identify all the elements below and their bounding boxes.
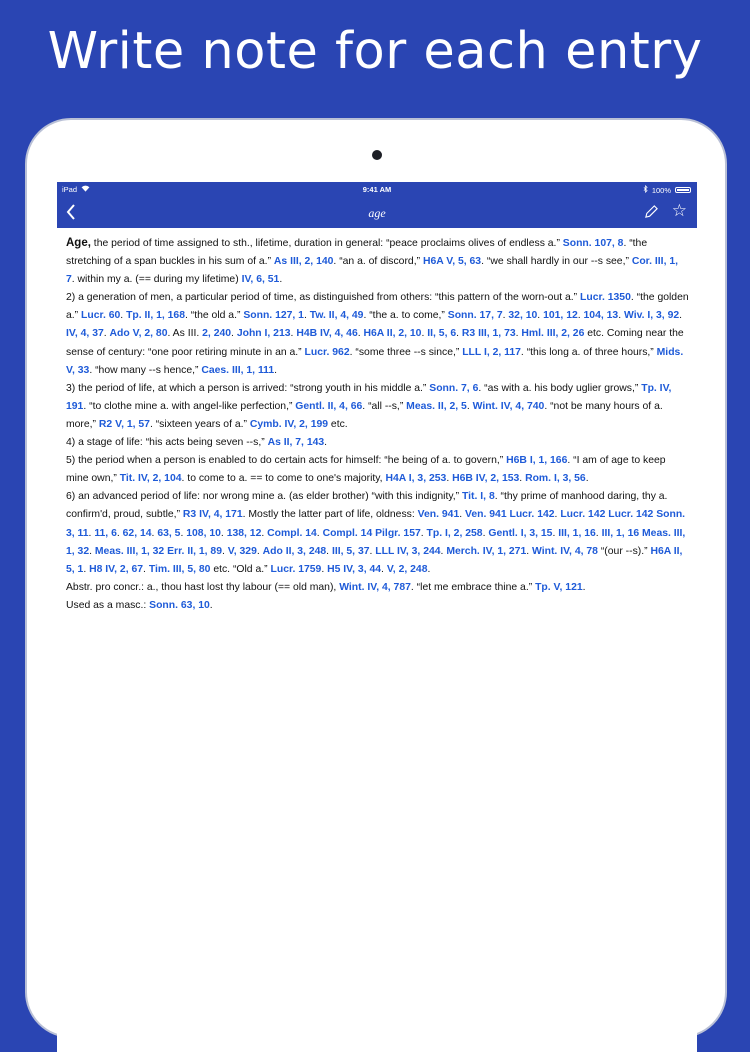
citation-link[interactable]: As II, 7, 143 <box>267 437 325 449</box>
definition-text: . “the old a.” <box>184 310 244 322</box>
citation-link[interactable]: 11, 6 <box>94 527 117 539</box>
definition-text: . <box>274 364 278 376</box>
citation-link[interactable]: H8 IV, 2, 67 <box>89 563 144 575</box>
citation-link[interactable]: Lucr. 142 Lucr. 142 Sonn. 3, 11 <box>66 509 686 539</box>
citation-link[interactable]: H6B I, 1, 166 <box>506 455 568 467</box>
citation-link[interactable]: Meas. III, 1, 32 Err. II, 1, 89 <box>94 545 222 557</box>
entry-paragraph <box>66 579 689 597</box>
definition-text: . As III. <box>167 328 203 340</box>
entry-paragraph <box>66 597 689 615</box>
nav-bar <box>57 198 697 228</box>
citation-link[interactable]: Cor. III, 1, 7 <box>66 256 679 286</box>
citation-link[interactable]: Lucr. 962 <box>304 346 350 358</box>
citation-link[interactable]: R2 V, 1, 57 <box>98 418 150 430</box>
entry-paragraph <box>66 488 689 578</box>
citation-link[interactable]: H6A V, 5, 63 <box>422 256 482 268</box>
citation-link[interactable]: Sonn. 127, 1 <box>243 310 304 322</box>
entry-paragraph <box>66 234 689 289</box>
citation-link[interactable]: H5 IV, 3, 44 <box>327 563 382 575</box>
definition-text: . <box>261 527 268 539</box>
citation-link[interactable]: Cymb. IV, 2, 199 <box>249 418 329 430</box>
status-bar <box>57 182 697 198</box>
citation-link[interactable]: John I, 213 <box>236 328 291 340</box>
citation-link[interactable]: V, 329 <box>227 545 257 557</box>
nav-title: age <box>368 206 386 220</box>
definition-text: . <box>502 310 509 322</box>
citation-link[interactable]: 63, 5 <box>157 527 181 539</box>
citation-link[interactable]: 101, 12 <box>543 310 578 322</box>
definition-text: . <box>221 545 228 557</box>
citation-link[interactable]: R3 III, 1, 73 <box>461 328 516 340</box>
definition-text: . to come to a. == to come to one's majority, <box>181 473 386 485</box>
definition-text: . <box>143 563 149 575</box>
navigation-area <box>57 182 697 228</box>
citation-link[interactable]: 138, 12 <box>226 527 262 539</box>
definition-text: . <box>89 545 95 557</box>
definition-text: . “as with a. his body uglier grows,” <box>478 382 642 394</box>
definition-text: . “the a. to come,” <box>363 310 448 322</box>
definition-text: . <box>381 563 387 575</box>
definition-text: . Mostly the latter part of life, oldness: <box>242 509 418 521</box>
definition-text: . <box>120 310 127 322</box>
citation-link[interactable]: Wint. IV, 4, 740 <box>472 400 545 412</box>
definition-text: . “the golden a.” <box>66 292 689 322</box>
definition-text: . <box>466 400 473 412</box>
definition-text: . <box>369 545 376 557</box>
citation-link[interactable]: Lucr. 1350 <box>580 292 631 304</box>
definition-text: . <box>220 527 227 539</box>
citation-link[interactable]: Ado II, 3, 248 <box>262 545 327 557</box>
battery-icon <box>675 187 691 193</box>
definition-text: . <box>151 527 158 539</box>
definition-text: . <box>554 509 561 521</box>
citation-link[interactable]: III, 1, 16 Meas. III, 1, 32 <box>66 527 686 557</box>
citation-link[interactable]: Tw. II, 4, 49 <box>309 310 364 322</box>
definition-text: . <box>88 527 95 539</box>
citation-link[interactable]: Tit. IV, 2, 104 <box>119 473 182 485</box>
definition-text: . <box>679 310 683 322</box>
definition-text: etc. <box>328 418 348 430</box>
definition-text: 4) a stage of life: “his acts being seven --s,” <box>66 437 268 449</box>
definition-text: 6) an advanced period of life: nor wrong mine a. (as elder brother) “with this indignity,” <box>66 491 463 503</box>
citation-link[interactable]: Rom. I, 3, 56 <box>525 473 586 485</box>
citation-link[interactable]: Tp. IV, 191 <box>66 382 672 412</box>
battery-percent: 100% <box>651 185 671 195</box>
definition-text: . <box>582 581 586 593</box>
citation-link[interactable]: As III, 2, 140 <box>273 256 334 268</box>
citation-link[interactable]: III, 5, 37 <box>331 545 370 557</box>
citation-link[interactable]: Lucr. 60 <box>81 310 121 322</box>
definition-text: . <box>209 599 213 611</box>
citation-link[interactable]: H6A II, 5, 1 <box>66 545 683 575</box>
definition-text: etc. “Old a.” <box>210 563 271 575</box>
citation-link[interactable]: Sonn. 107, 8 <box>562 238 624 249</box>
citation-link[interactable]: Lucr. 1759 <box>270 563 322 575</box>
citation-link[interactable]: Gentl. I, 3, 15 <box>488 527 553 539</box>
citation-link[interactable]: Gentl. II, 4, 66 <box>295 400 363 412</box>
definition-text: . within my a. (== during my lifetime) <box>71 274 242 286</box>
definition-text: . <box>303 310 310 322</box>
citation-link[interactable]: Compl. 14 Pilgr. 157 <box>322 527 421 539</box>
citation-link[interactable]: Sonn. 7, 6 <box>429 382 479 394</box>
definition-text: . <box>420 527 427 539</box>
definition-text: 3) the period of life, at which a person is arrived: “strong youth in his middle a.” <box>66 382 430 394</box>
definition-text: . <box>595 527 602 539</box>
definition-text: . “not be many hours of a. more,” <box>66 400 663 430</box>
definition-text: . “the stretching of a span buckles in his sum of a.” <box>66 238 648 268</box>
definition-text: the period of time assigned to sth., lifetime, duration in general: “peace proclaims olives of endless a.” <box>90 238 563 249</box>
definition-text: . <box>357 328 364 340</box>
definition-text: . “some three --s since,” <box>349 346 463 358</box>
definition-text: . <box>618 310 624 322</box>
definition-text: . “I am of age to keep mine own,” <box>66 455 666 485</box>
definition-text: . “this long a. of three hours,” <box>520 346 657 358</box>
entry-paragraph <box>66 380 689 434</box>
citation-link[interactable]: Sonn. 17, 7 <box>447 310 503 322</box>
definition-text: etc. Coming near the sense of century: “one poor retiring minute in an a.” <box>66 328 684 358</box>
citation-link[interactable]: III, 1, 16 <box>558 527 596 539</box>
citation-link[interactable]: 62, 14 <box>122 527 152 539</box>
citation-link[interactable]: Tp. I, 2, 258 <box>426 527 483 539</box>
definition-text: . <box>290 328 297 340</box>
definition-text: . <box>116 527 123 539</box>
citation-link[interactable]: Merch. IV, 1, 271 <box>446 545 527 557</box>
definition-text: . “we shall hardly in our --s see,” <box>481 256 632 268</box>
definition-text: . <box>256 545 263 557</box>
definition-text: . <box>326 545 332 557</box>
bluetooth-icon <box>643 185 648 195</box>
citation-link[interactable]: Meas. II, 2, 5 <box>406 400 467 412</box>
favorite-button[interactable] <box>672 201 687 221</box>
definition-text: . “all --s,” <box>362 400 407 412</box>
citation-link[interactable]: LLL I, 2, 117 <box>462 346 521 358</box>
citation-link[interactable]: 32, 10 <box>508 310 538 322</box>
definition-text: . <box>459 509 465 521</box>
device-name: iPad <box>62 185 78 194</box>
definition-text: . <box>103 328 110 340</box>
citation-link[interactable]: Wint. IV, 4, 78 <box>532 545 598 557</box>
citation-link[interactable]: LLL IV, 3, 244 <box>375 545 441 557</box>
citation-link[interactable]: H6A II, 2, 10 <box>363 328 422 340</box>
citation-link[interactable]: 108, 10 <box>186 527 221 539</box>
definition-text: 5) the period when a person is enabled to do certain acts for himself: “he being of a. to govern,” <box>66 455 507 467</box>
definition-text: . <box>515 328 522 340</box>
definition-text: . “to clothe mine a. with angel-like perfection,” <box>83 400 296 412</box>
definition-text: . <box>279 274 283 286</box>
definition-text: . <box>446 473 453 485</box>
definition-text: . <box>552 527 559 539</box>
definition-text: . “how many --s hence,” <box>89 364 202 376</box>
citation-link[interactable]: Mids. V, 33 <box>66 346 684 376</box>
citation-link[interactable]: Tp. V, 121 <box>535 581 583 593</box>
citation-link[interactable]: Hml. III, 2, 26 <box>521 328 585 340</box>
citation-link[interactable]: Caes. III, 1, 111 <box>201 364 275 376</box>
citation-link[interactable]: Sonn. 63, 10 <box>149 599 210 611</box>
ipad-frame <box>25 118 727 1038</box>
definition-text: . <box>316 527 323 539</box>
definition-text: . <box>324 437 328 449</box>
citation-link[interactable]: Wiv. I, 3, 92 <box>623 310 680 322</box>
citation-link[interactable]: Tit. I, 8 <box>462 491 495 503</box>
citation-link[interactable]: Ven. 941 Lucr. 142 <box>465 509 555 521</box>
citation-link[interactable]: Tp. II, 1, 168 <box>126 310 185 322</box>
citation-link[interactable]: H4A I, 3, 253 <box>385 473 447 485</box>
definition-text: . <box>585 473 589 485</box>
citation-link[interactable]: 104, 13 <box>583 310 619 322</box>
headword: Age, <box>66 237 91 249</box>
definition-text: “(our --s).” <box>597 545 651 557</box>
entry-paragraph <box>66 289 689 379</box>
app-screen <box>57 182 697 1052</box>
definition-text: . <box>526 545 533 557</box>
definition-text: . <box>421 328 428 340</box>
definition-text: . <box>519 473 526 485</box>
definition-text: . <box>456 328 462 340</box>
citation-link[interactable]: H4B IV, 4, 46 <box>296 328 358 340</box>
definition-text: Used as a masc.: <box>66 599 150 611</box>
citation-link[interactable]: Ven. 941 <box>417 509 460 521</box>
definition-text: . <box>231 328 237 340</box>
citation-link[interactable]: IV, 6, 51 <box>241 274 280 286</box>
citation-link[interactable]: V, 2, 248 <box>386 563 428 575</box>
definition-text: . <box>577 310 584 322</box>
entry-paragraph <box>66 452 689 488</box>
edit-note-button[interactable] <box>644 204 659 224</box>
entry-content <box>57 228 697 615</box>
definition-text: . <box>427 563 431 575</box>
entry-paragraph <box>66 434 689 452</box>
citation-link[interactable]: Tim. III, 5, 80 <box>148 563 211 575</box>
citation-link[interactable]: Compl. 14 <box>267 527 317 539</box>
definition-text: Abstr. pro concr.: a., thou hast lost thy labour (== old man), <box>66 581 340 593</box>
front-camera <box>372 150 382 160</box>
status-time: 9:41 AM <box>362 185 392 194</box>
star-icon: ☆ <box>671 201 687 220</box>
citation-link[interactable]: H6B IV, 2, 153 <box>452 473 520 485</box>
definition-text: . “let me embrace thine a.” <box>410 581 536 593</box>
definition-text: . “an a. of discord,” <box>333 256 423 268</box>
definition-text: . <box>440 545 447 557</box>
citation-link[interactable]: 2, 240 <box>202 328 232 340</box>
promo-title: Write note for each entry <box>47 22 703 81</box>
definition-text: . <box>83 563 90 575</box>
citation-link[interactable]: IV, 4, 37 <box>66 328 104 340</box>
pencil-icon <box>644 204 659 219</box>
definition-text: . “thy prime of manhood daring, thy a. confirm'd, proud, subtle,” <box>66 491 668 521</box>
citation-link[interactable]: II, 5, 6 <box>427 328 457 340</box>
definition-text: . “sixteen years of a.” <box>149 418 250 430</box>
definition-text: . <box>537 310 544 322</box>
definition-text: . <box>180 527 187 539</box>
definition-text: . <box>321 563 328 575</box>
citation-link[interactable]: Ado V, 2, 80 <box>109 328 168 340</box>
citation-link[interactable]: Wint. IV, 4, 787 <box>339 581 411 593</box>
definition-text: . <box>482 527 489 539</box>
citation-link[interactable]: R3 IV, 4, 171 <box>182 509 243 521</box>
definition-text: 2) a generation of men, a particular period of time, as distinguished from others: “this pattern of the worn-out a.” <box>66 292 581 304</box>
